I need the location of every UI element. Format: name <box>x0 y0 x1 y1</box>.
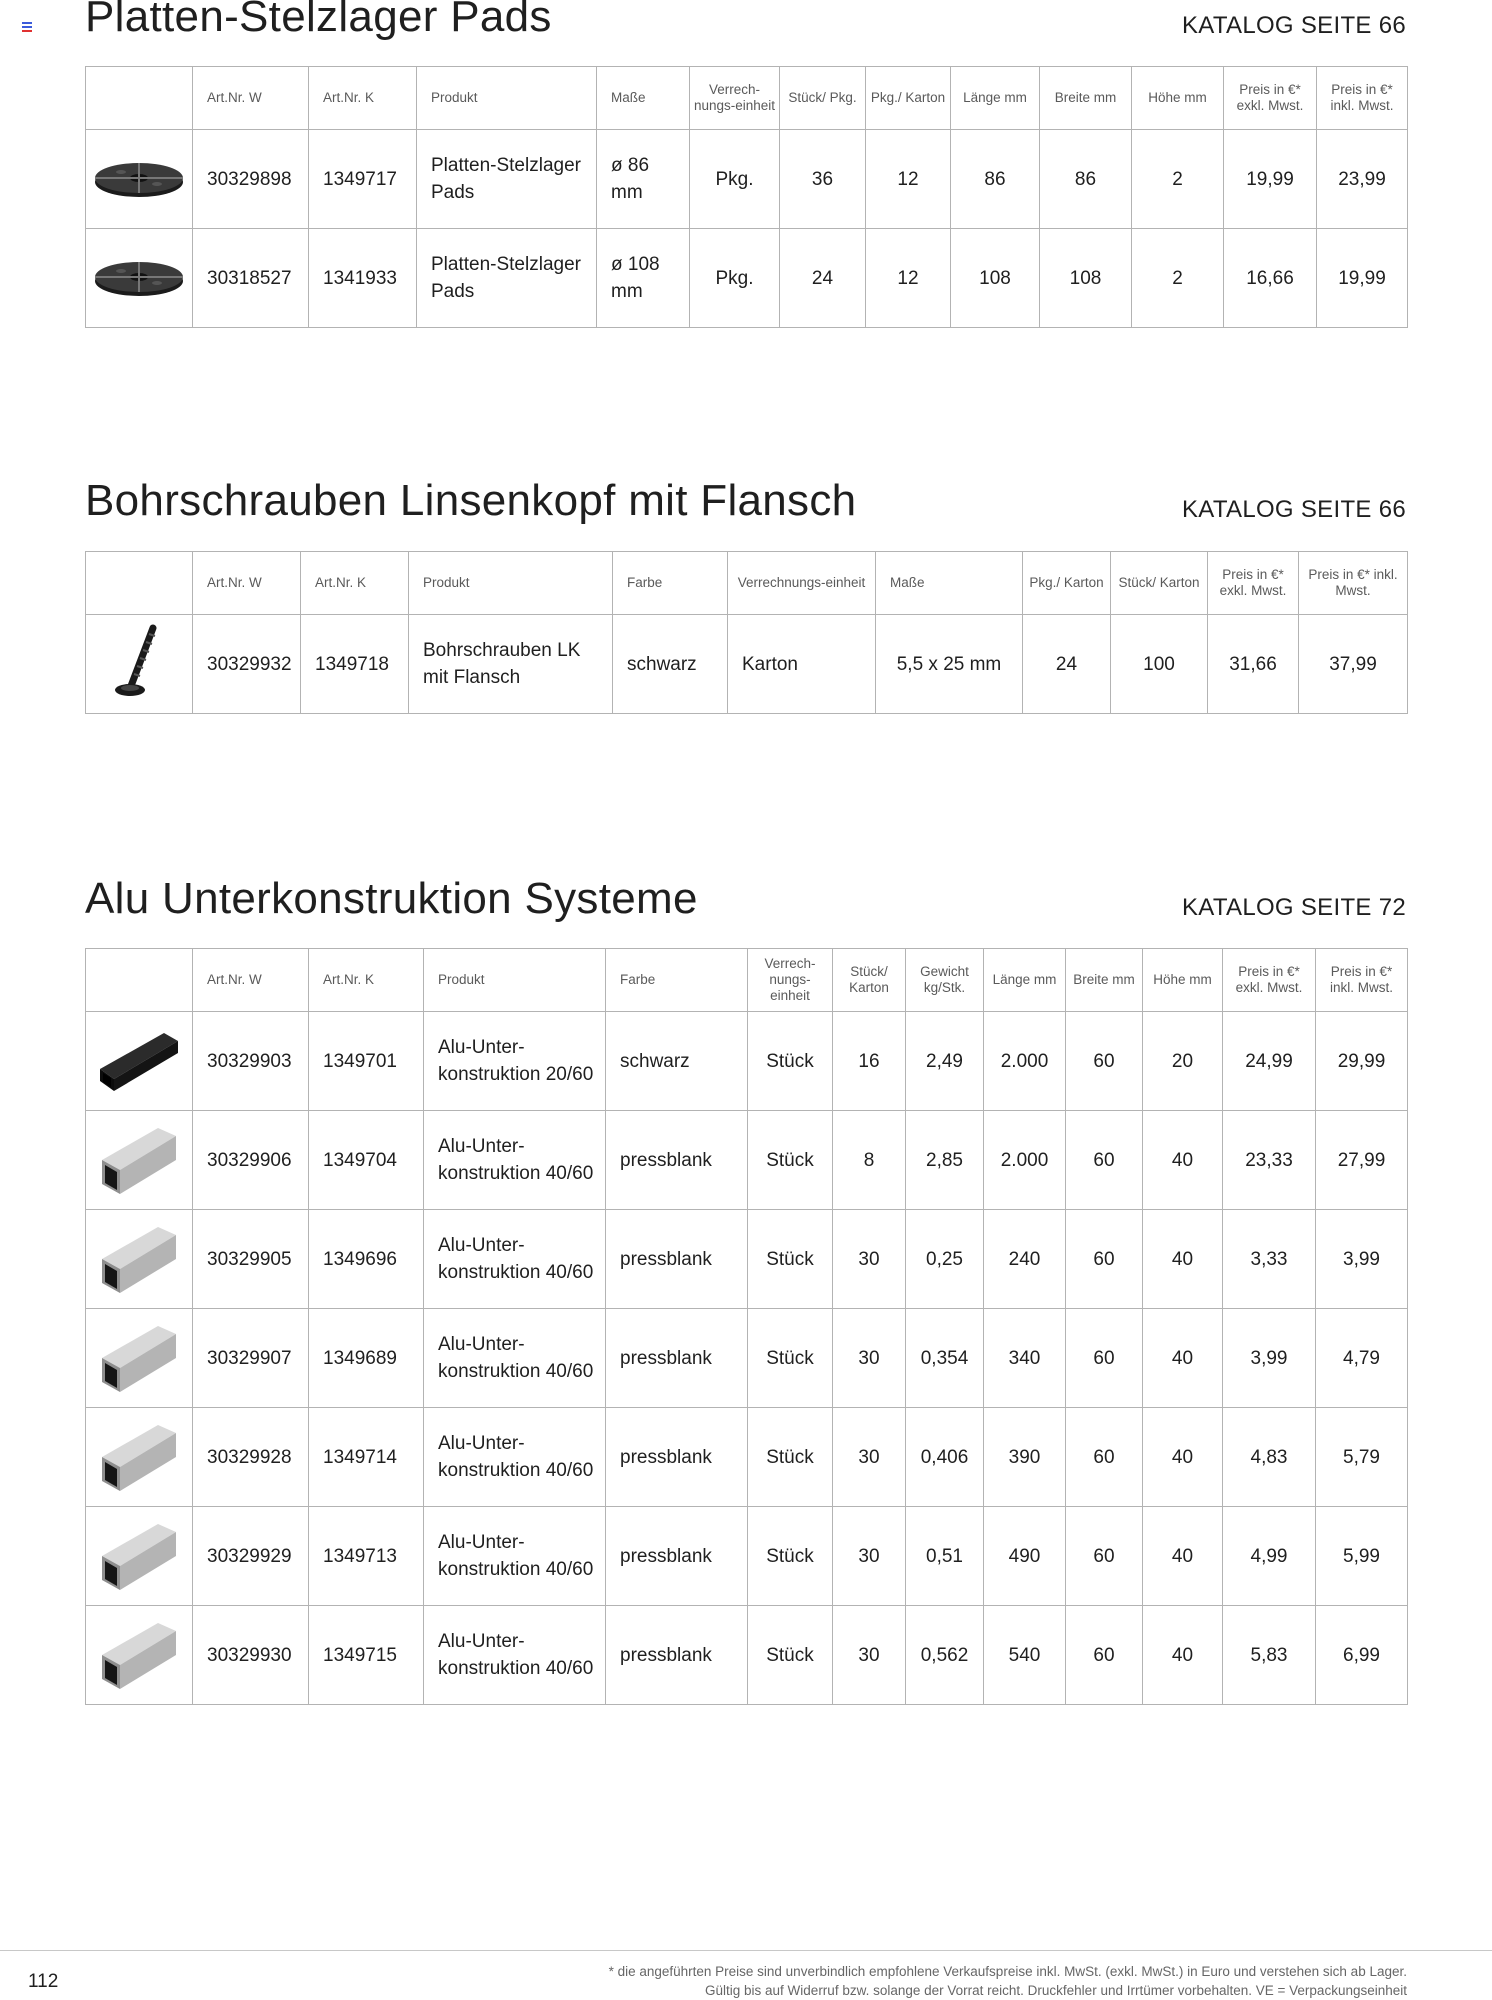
header-preis-exkl: Preis in €* exkl. Mwst. <box>1223 949 1316 1012</box>
cell-verrechnungseinheit: Karton <box>728 615 876 714</box>
cell-laenge: 390 <box>984 1408 1066 1507</box>
cell-verrechnungseinheit: Stück <box>748 1606 833 1705</box>
cell-hoehe: 40 <box>1143 1606 1223 1705</box>
cell-verrechnungseinheit: Stück <box>748 1012 833 1111</box>
cell-art-nr-k: 1341933 <box>309 229 417 328</box>
katalog-seite-alu: KATALOG SEITE 72 <box>1182 894 1406 921</box>
cell-art-nr-k: 1349696 <box>309 1210 424 1309</box>
cell-gewicht: 2,49 <box>906 1012 984 1111</box>
table-row <box>86 1111 1408 1210</box>
table-row <box>86 1408 1408 1507</box>
cell-produkt: Alu-Unter-konstruktion 40/60 <box>424 1606 606 1705</box>
cell-preis-inkl: 37,99 <box>1299 615 1408 714</box>
cell-art-nr-w: 30318527 <box>193 229 309 328</box>
cell-hoehe: 40 <box>1143 1111 1223 1210</box>
cell-laenge: 108 <box>951 229 1040 328</box>
header-verrechnungseinheit: Verrech-nungs-einheit <box>748 949 833 1012</box>
cell-preis-exkl: 4,99 <box>1223 1507 1316 1606</box>
header-farbe: Farbe <box>613 552 728 615</box>
cell-art-nr-k: 1349713 <box>309 1507 424 1606</box>
cell-art-nr-k: 1349704 <box>309 1111 424 1210</box>
table-alu-unterkonstruktion <box>85 948 1408 1705</box>
header-masse: Maße <box>876 552 1023 615</box>
product-image <box>86 1606 193 1705</box>
cell-hoehe: 2 <box>1132 130 1224 229</box>
cell-breite: 60 <box>1066 1012 1143 1111</box>
header-art-nr-k: Art.Nr. K <box>309 949 424 1012</box>
section-title-alu: Alu Unterkonstruktion Systeme <box>85 874 698 923</box>
cell-masse: 5,5 x 25 mm <box>876 615 1023 714</box>
cell-produkt: Alu-Unter-konstruktion 20/60 <box>424 1012 606 1111</box>
cell-art-nr-w: 30329907 <box>193 1309 309 1408</box>
header-preis-exkl: Preis in €* exkl. Mwst. <box>1224 67 1317 130</box>
header-laenge: Länge mm <box>951 67 1040 130</box>
header-farbe: Farbe <box>606 949 748 1012</box>
table-row <box>86 1606 1408 1705</box>
header-stueck-karton: Stück/ Karton <box>833 949 906 1012</box>
header-verrechnungseinheit: Verrechnungs-einheit <box>728 552 876 615</box>
cell-farbe: pressblank <box>606 1507 748 1606</box>
cell-art-nr-w: 30329930 <box>193 1606 309 1705</box>
table-header <box>86 552 1408 615</box>
alu-profil-schwarz-icon <box>96 1025 182 1097</box>
cell-hoehe: 40 <box>1143 1507 1223 1606</box>
cell-stueck-pkg: 24 <box>780 229 866 328</box>
menu-icon[interactable] <box>22 22 32 34</box>
alu-profil-blank-icon <box>96 1516 182 1596</box>
cell-preis-exkl: 3,99 <box>1223 1309 1316 1408</box>
header-preis-inkl: Preis in €* inkl. Mwst. <box>1299 552 1408 615</box>
cell-preis-inkl: 5,79 <box>1316 1408 1408 1507</box>
cell-gewicht: 0,406 <box>906 1408 984 1507</box>
cell-preis-exkl: 3,33 <box>1223 1210 1316 1309</box>
cell-art-nr-w: 30329905 <box>193 1210 309 1309</box>
cell-laenge: 240 <box>984 1210 1066 1309</box>
cell-hoehe: 40 <box>1143 1210 1223 1309</box>
cell-verrechnungseinheit: Stück <box>748 1111 833 1210</box>
cell-pkg-karton: 12 <box>866 130 951 229</box>
cell-produkt: Platten-Stelzlager Pads <box>417 130 597 229</box>
cell-verrechnungseinheit: Stück <box>748 1507 833 1606</box>
table-header <box>86 67 1408 130</box>
product-image <box>86 130 193 229</box>
section-title-bohrschrauben: Bohrschrauben Linsenkopf mit Flansch <box>85 476 857 525</box>
cell-preis-exkl: 23,33 <box>1223 1111 1316 1210</box>
cell-preis-inkl: 6,99 <box>1316 1606 1408 1705</box>
cell-hoehe: 2 <box>1132 229 1224 328</box>
cell-laenge: 2.000 <box>984 1012 1066 1111</box>
cell-farbe: schwarz <box>613 615 728 714</box>
header-preis-exkl: Preis in €* exkl. Mwst. <box>1208 552 1299 615</box>
cell-stueck-karton: 8 <box>833 1111 906 1210</box>
cell-farbe: pressblank <box>606 1606 748 1705</box>
header-art-nr-k: Art.Nr. K <box>309 67 417 130</box>
cell-produkt: Bohrschrauben LK mit Flansch <box>409 615 613 714</box>
cell-stueck-karton: 30 <box>833 1210 906 1309</box>
cell-laenge: 86 <box>951 130 1040 229</box>
cell-stueck-karton: 30 <box>833 1309 906 1408</box>
cell-verrechnungseinheit: Stück <box>748 1210 833 1309</box>
header-pkg-karton: Pkg./ Karton <box>866 67 951 130</box>
cell-produkt: Alu-Unter-konstruktion 40/60 <box>424 1507 606 1606</box>
page-number: 112 <box>28 1971 59 1992</box>
cell-art-nr-k: 1349718 <box>301 615 409 714</box>
cell-produkt: Alu-Unter-konstruktion 40/60 <box>424 1309 606 1408</box>
cell-masse: ø 86 mm <box>597 130 690 229</box>
table-row <box>86 130 1408 229</box>
cell-preis-inkl: 23,99 <box>1317 130 1408 229</box>
cell-produkt: Platten-Stelzlager Pads <box>417 229 597 328</box>
cell-preis-exkl: 24,99 <box>1223 1012 1316 1111</box>
cell-breite: 86 <box>1040 130 1132 229</box>
cell-preis-exkl: 4,83 <box>1223 1408 1316 1507</box>
product-image <box>86 229 193 328</box>
cell-breite: 60 <box>1066 1111 1143 1210</box>
cell-art-nr-k: 1349714 <box>309 1408 424 1507</box>
cell-preis-exkl: 5,83 <box>1223 1606 1316 1705</box>
cell-preis-exkl: 19,99 <box>1224 130 1317 229</box>
cell-verrechnungseinheit: Pkg. <box>690 130 780 229</box>
table-bohrschrauben <box>85 551 1408 714</box>
table-row <box>86 1210 1408 1309</box>
cell-art-nr-w: 30329903 <box>193 1012 309 1111</box>
cell-breite: 60 <box>1066 1210 1143 1309</box>
cell-stueck-karton: 30 <box>833 1408 906 1507</box>
cell-preis-inkl: 5,99 <box>1316 1507 1408 1606</box>
cell-laenge: 340 <box>984 1309 1066 1408</box>
cell-preis-inkl: 4,79 <box>1316 1309 1408 1408</box>
header-masse: Maße <box>597 67 690 130</box>
cell-preis-inkl: 19,99 <box>1317 229 1408 328</box>
stelzlager-pad-icon <box>93 157 185 201</box>
header-pkg-karton: Pkg./ Karton <box>1023 552 1111 615</box>
header-gewicht: Gewicht kg/Stk. <box>906 949 984 1012</box>
header-preis-inkl: Preis in €* inkl. Mwst. <box>1317 67 1408 130</box>
table-row <box>86 229 1408 328</box>
cell-art-nr-k: 1349689 <box>309 1309 424 1408</box>
katalog-seite-stelzlager: KATALOG SEITE 66 <box>1182 12 1406 39</box>
cell-art-nr-w: 30329929 <box>193 1507 309 1606</box>
cell-art-nr-w: 30329906 <box>193 1111 309 1210</box>
product-image <box>86 1111 193 1210</box>
cell-hoehe: 20 <box>1143 1012 1223 1111</box>
table-row <box>86 615 1408 714</box>
header-produkt: Produkt <box>409 552 613 615</box>
cell-pkg-karton: 12 <box>866 229 951 328</box>
cell-farbe: pressblank <box>606 1309 748 1408</box>
header-stueck-pkg: Stück/ Pkg. <box>780 67 866 130</box>
header-image <box>86 949 193 1012</box>
cell-laenge: 2.000 <box>984 1111 1066 1210</box>
cell-stueck-karton: 30 <box>833 1606 906 1705</box>
header-art-nr-k: Art.Nr. K <box>301 552 409 615</box>
header-preis-inkl: Preis in €* inkl. Mwst. <box>1316 949 1408 1012</box>
product-image <box>86 1507 193 1606</box>
cell-gewicht: 0,25 <box>906 1210 984 1309</box>
cell-art-nr-w: 30329898 <box>193 130 309 229</box>
cell-breite: 60 <box>1066 1507 1143 1606</box>
header-produkt: Produkt <box>424 949 606 1012</box>
katalog-seite-bohrschrauben: KATALOG SEITE 66 <box>1182 496 1406 523</box>
alu-profil-blank-icon <box>96 1318 182 1398</box>
cell-farbe: schwarz <box>606 1012 748 1111</box>
cell-breite: 60 <box>1066 1309 1143 1408</box>
section-title-stelzlager: Platten-Stelzlager Pads <box>85 0 552 41</box>
table-row <box>86 1507 1408 1606</box>
product-image <box>86 1309 193 1408</box>
cell-gewicht: 0,562 <box>906 1606 984 1705</box>
cell-preis-inkl: 27,99 <box>1316 1111 1408 1210</box>
cell-breite: 60 <box>1066 1408 1143 1507</box>
cell-masse: ø 108 mm <box>597 229 690 328</box>
alu-profil-blank-icon <box>96 1417 182 1497</box>
header-stueck-karton: Stück/ Karton <box>1111 552 1208 615</box>
header-art-nr-w: Art.Nr. W <box>193 552 301 615</box>
product-image <box>86 1210 193 1309</box>
cell-pkg-karton: 24 <box>1023 615 1111 714</box>
cell-stueck-karton: 100 <box>1111 615 1208 714</box>
bohrschraube-icon <box>109 622 169 706</box>
header-breite: Breite mm <box>1040 67 1132 130</box>
cell-produkt: Alu-Unter-konstruktion 40/60 <box>424 1408 606 1507</box>
cell-breite: 60 <box>1066 1606 1143 1705</box>
cell-verrechnungseinheit: Pkg. <box>690 229 780 328</box>
cell-gewicht: 0,51 <box>906 1507 984 1606</box>
stelzlager-pad-icon <box>93 256 185 300</box>
cell-art-nr-k: 1349717 <box>309 130 417 229</box>
alu-profil-blank-icon <box>96 1120 182 1200</box>
cell-preis-exkl: 31,66 <box>1208 615 1299 714</box>
cell-hoehe: 40 <box>1143 1309 1223 1408</box>
product-image <box>86 1408 193 1507</box>
footer-divider <box>0 1950 1492 1951</box>
cell-art-nr-k: 1349715 <box>309 1606 424 1705</box>
cell-hoehe: 40 <box>1143 1408 1223 1507</box>
header-breite: Breite mm <box>1066 949 1143 1012</box>
header-laenge: Länge mm <box>984 949 1066 1012</box>
header-art-nr-w: Art.Nr. W <box>193 949 309 1012</box>
cell-stueck-pkg: 36 <box>780 130 866 229</box>
table-row <box>86 1012 1408 1111</box>
cell-art-nr-w: 30329932 <box>193 615 301 714</box>
footer-note-line-1: * die angeführten Preise sind unverbindlich empfohlene Verkaufspreise inkl. MwSt. (exkl. MwSt.) in Euro und verstehen sich ab Lager. <box>608 1964 1407 1979</box>
alu-profil-blank-icon <box>96 1219 182 1299</box>
cell-stueck-karton: 16 <box>833 1012 906 1111</box>
header-image <box>86 67 193 130</box>
cell-gewicht: 0,354 <box>906 1309 984 1408</box>
alu-profil-blank-icon <box>96 1615 182 1695</box>
header-hoehe: Höhe mm <box>1143 949 1223 1012</box>
cell-preis-inkl: 29,99 <box>1316 1012 1408 1111</box>
cell-laenge: 490 <box>984 1507 1066 1606</box>
cell-stueck-karton: 30 <box>833 1507 906 1606</box>
cell-art-nr-w: 30329928 <box>193 1408 309 1507</box>
footer-note-line-2: Gültig bis auf Widerruf bzw. solange der Vorrat reicht. Druckfehler und Irrtümer vorbehalten. VE = Verpackungseinheit <box>705 1983 1407 1998</box>
header-verrechnungseinheit: Verrech-nungs-einheit <box>690 67 780 130</box>
cell-preis-exkl: 16,66 <box>1224 229 1317 328</box>
cell-art-nr-k: 1349701 <box>309 1012 424 1111</box>
cell-verrechnungseinheit: Stück <box>748 1309 833 1408</box>
cell-verrechnungseinheit: Stück <box>748 1408 833 1507</box>
cell-gewicht: 2,85 <box>906 1111 984 1210</box>
product-image <box>86 615 193 714</box>
cell-laenge: 540 <box>984 1606 1066 1705</box>
cell-produkt: Alu-Unter-konstruktion 40/60 <box>424 1111 606 1210</box>
table-header <box>86 949 1408 1012</box>
header-hoehe: Höhe mm <box>1132 67 1224 130</box>
cell-breite: 108 <box>1040 229 1132 328</box>
table-row <box>86 1309 1408 1408</box>
cell-produkt: Alu-Unter-konstruktion 40/60 <box>424 1210 606 1309</box>
cell-farbe: pressblank <box>606 1210 748 1309</box>
cell-farbe: pressblank <box>606 1111 748 1210</box>
header-art-nr-w: Art.Nr. W <box>193 67 309 130</box>
cell-farbe: pressblank <box>606 1408 748 1507</box>
product-image <box>86 1012 193 1111</box>
header-image <box>86 552 193 615</box>
cell-preis-inkl: 3,99 <box>1316 1210 1408 1309</box>
header-produkt: Produkt <box>417 67 597 130</box>
table-stelzlager <box>85 66 1408 328</box>
footer-note <box>609 1962 1407 2000</box>
